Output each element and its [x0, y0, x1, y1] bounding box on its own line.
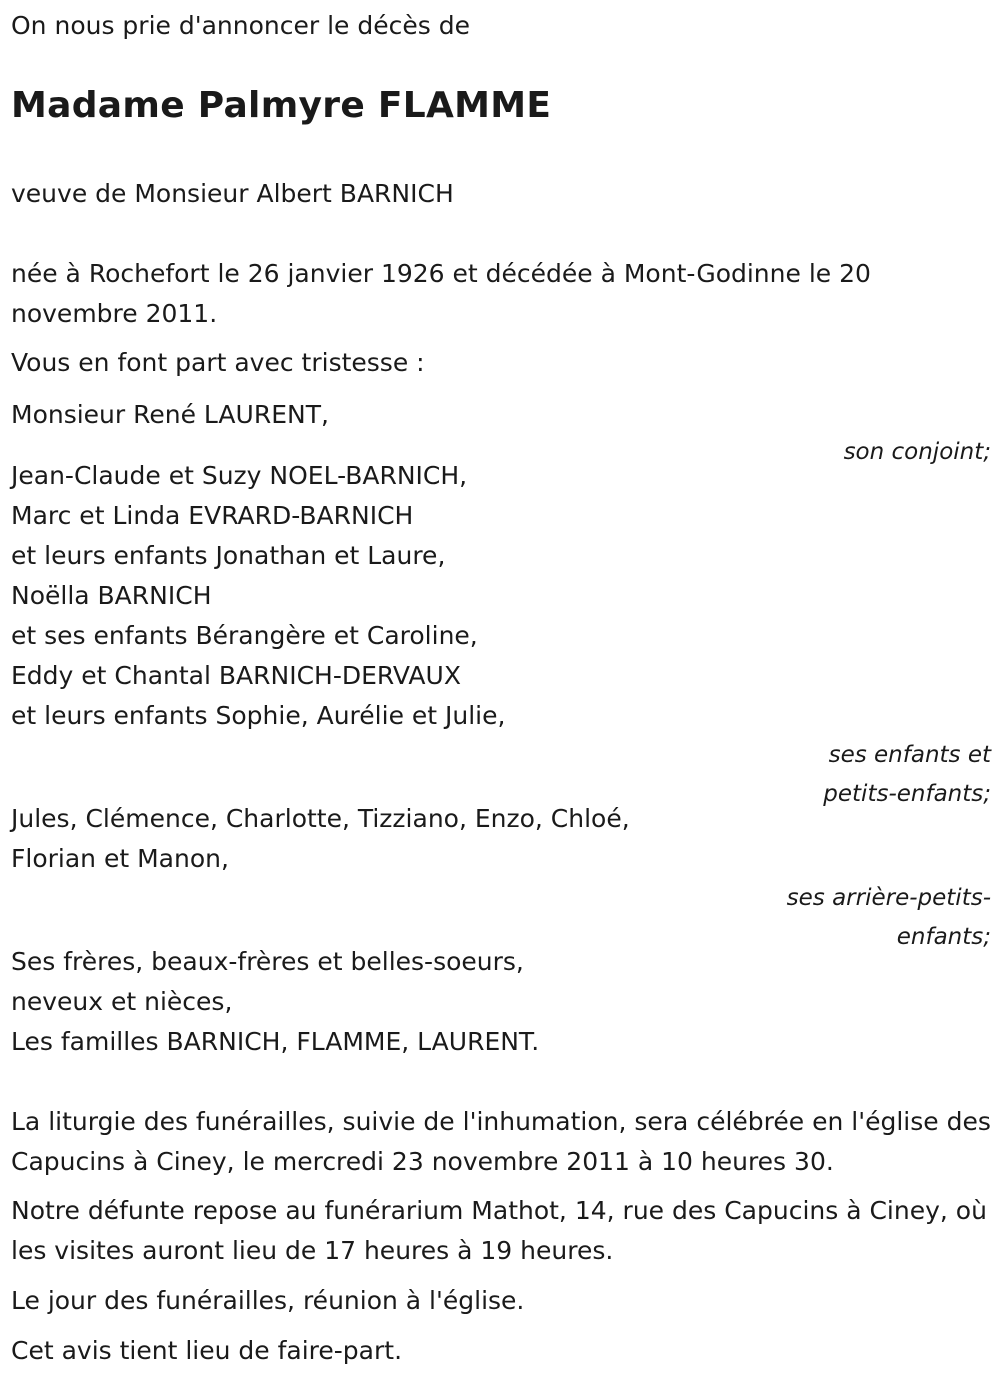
children-role: ses enfants et — [828, 742, 991, 768]
closing-text: Cet avis tient lieu de faire-part. — [11, 1336, 403, 1365]
spouse-name: Monsieur René LAURENT, — [11, 400, 329, 429]
children-role: petits-enfants; — [823, 781, 991, 807]
widow-of-text: veuve de Monsieur Albert BARNICH — [11, 179, 454, 208]
deceased-name: Madame Palmyre FLAMME — [11, 85, 552, 126]
birth-death-text: née à Rochefort le 26 janvier 1926 et décédée à Mont-Godinne le 20 novembre 2011. — [11, 259, 871, 328]
great-grandchildren-role: ses arrière-petits- — [786, 885, 991, 911]
children-line: Jean-Claude et Suzy NOEL-BARNICH, — [11, 461, 468, 490]
other-relatives-line: Ses frères, beaux-frères et belles-soeurs, — [11, 947, 524, 976]
children-line: Noëlla BARNICH — [11, 581, 212, 610]
great-grandchildren-line: Jules, Clémence, Charlotte, Tizziano, Enzo, Chloé, — [11, 804, 630, 833]
great-grandchildren-role: enfants; — [896, 924, 991, 950]
announcement-text: Vous en font part avec tristesse : — [11, 348, 425, 377]
meeting-text: Le jour des funérailles, réunion à l'église. — [11, 1286, 525, 1315]
other-relatives-section — [11, 942, 991, 1062]
other-relatives-line: Les familles BARNICH, FLAMME, LAURENT. — [11, 1027, 540, 1056]
spouse-role: son conjoint; — [843, 439, 991, 465]
great-grandchildren-line: Florian et Manon, — [11, 844, 229, 873]
funeral-text: La liturgie des funérailles, suivie de l'inhumation, sera célébrée en l'église des Capucins à Ciney, le mercredi 23 novembre 2011 à 10 heures 30. — [11, 1107, 991, 1176]
great-grandchildren-section — [11, 799, 991, 957]
other-relatives-line: neveux et nièces, — [11, 987, 233, 1016]
children-line: Eddy et Chantal BARNICH-DERVAUX — [11, 661, 461, 690]
intro-text: On nous prie d'annoncer le décès de — [11, 11, 470, 40]
children-section — [11, 456, 991, 814]
children-line: et leurs enfants Jonathan et Laure, — [11, 541, 446, 570]
children-line: et leurs enfants Sophie, Aurélie et Julie, — [11, 701, 506, 730]
children-line: et ses enfants Bérangère et Caroline, — [11, 621, 478, 650]
children-line: Marc et Linda EVRARD-BARNICH — [11, 501, 414, 530]
funeral-home-text: Notre défunte repose au funérarium Mathot, 14, rue des Capucins à Ciney, où les visites auront lieu de 17 heures à 19 heures. — [11, 1196, 987, 1265]
